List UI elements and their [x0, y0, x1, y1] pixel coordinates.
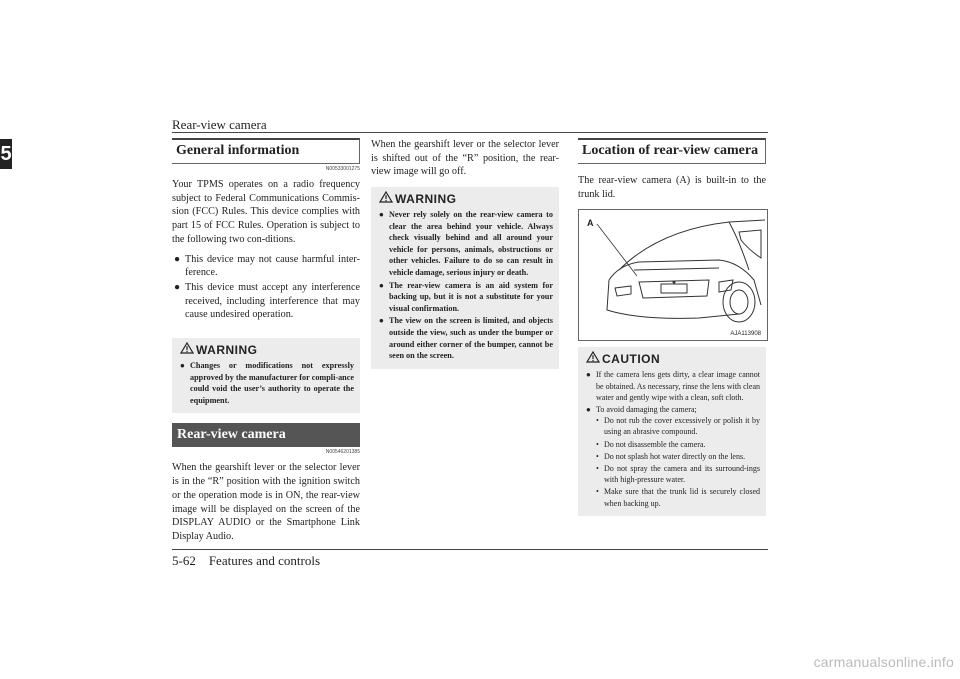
list-item: ● This device must accept any interference received, including interference that may cause undesired operation.	[174, 281, 360, 321]
warning-triangle-icon	[180, 342, 194, 357]
warning-box	[371, 187, 559, 369]
chapter-number: 5	[0, 143, 12, 165]
running-title: Rear-view camera	[172, 117, 267, 132]
warning-triangle-icon	[379, 191, 393, 206]
header-rule	[172, 132, 768, 133]
list-item: ● If the camera lens gets dirty, a clear image cannot be obtained. As necessary, rinse the lens with clean water and gently wipe with a clean, soft cloth.	[586, 370, 760, 402]
list-item: ● The view on the screen is limited, and objects outside the view, such as under the bumper or around either corner of the bumper, cannot be seen on the screen.	[379, 316, 553, 361]
warning-box	[172, 338, 360, 413]
list-item: ● To avoid damaging the camera; • Do not rub the cover excessively or polish it by using an abrasive compound. • Do not disassemble the camera. • Do not splash hot water directly on the lens. • Do not spray the camera and its surround-ings with high-pressure water. • Make sure that the trunk lid is securely closed when backing up.	[586, 405, 760, 508]
column-2	[371, 138, 559, 369]
col2-paragraph: When the gearshift lever or the selector lever is shifted out of the “R” position, the rear-view image will go off.	[371, 139, 559, 178]
sub-list-item: • Do not splash hot water directly on the lens.	[596, 451, 746, 461]
caution-triangle-icon	[586, 351, 600, 366]
section-code: N00533001275	[325, 166, 360, 172]
sub-list-item: • Do not spray the camera and its surround-ings with high-pressure water.	[596, 464, 760, 485]
figure-label-a: A	[587, 218, 594, 229]
footer-rule	[172, 549, 768, 550]
sub-list-item: • Do not rub the cover excessively or polish it by using an abrasive compound.	[596, 416, 760, 437]
list-item: ● This device may not cause harmful inter-ference.	[174, 253, 360, 279]
rear-view-camera-heading: Rear-view camera	[172, 423, 360, 447]
general-information-heading: General information	[172, 138, 360, 164]
caution-title: CAUTION	[586, 351, 760, 366]
warning-title: WARNING	[379, 191, 553, 206]
rear-view-camera-paragraph: When the gearshift lever or the selector lever is in the “R” position with the ignition switch or the operation mode is in ON, the rear-view image will be displayed on the screen of the DISPLAY AUDIO or the Smartphone Link Display Audio.	[172, 462, 360, 542]
page-footer: 5-62 Features and controls	[172, 553, 321, 568]
location-heading: Location of rear-view camera	[578, 138, 766, 164]
sub-list-item: • Do not disassemble the camera.	[596, 439, 706, 449]
conditions-list	[172, 253, 360, 323]
list-item: ● Changes or modifications not expressly approved by the manufacturer for compli-ance could void the user’s authority to operate the equipment.	[180, 361, 354, 405]
watermark: carmanualsonline.info	[813, 654, 954, 670]
location-paragraph: The rear-view camera (A) is built-in to the trunk lid.	[578, 175, 766, 200]
column-3	[578, 138, 766, 516]
list-item: ● The rear-view camera is an aid system for backing up, but it is not a substitute for your visual confirmation.	[379, 280, 553, 313]
section-code: N00546201385	[325, 449, 360, 456]
figure-code: AJA113908	[730, 331, 761, 338]
general-paragraph: Your TPMS operates on a radio frequency subject to Federal Communications Commis-sion (FCC) Rules. This device complies with part 15 of FCC Rules. Operation is subject to the following two con-ditions.	[172, 179, 360, 245]
car-rear-illustration	[579, 210, 767, 340]
warning-title: WARNING	[180, 342, 354, 357]
caution-box	[578, 347, 766, 515]
list-item: ● Never rely solely on the rear-view camera to clear the area behind your vehicle. Always check visually behind and all around your vehicle for persons, animals, obstructions or other vehicles. Failure to do so can result in vehicle damage, serious injury or death.	[379, 210, 553, 278]
column-1	[172, 138, 360, 544]
rear-view-camera-figure	[578, 209, 768, 341]
sub-list-item: • Make sure that the trunk lid is securely closed when backing up.	[596, 487, 760, 508]
